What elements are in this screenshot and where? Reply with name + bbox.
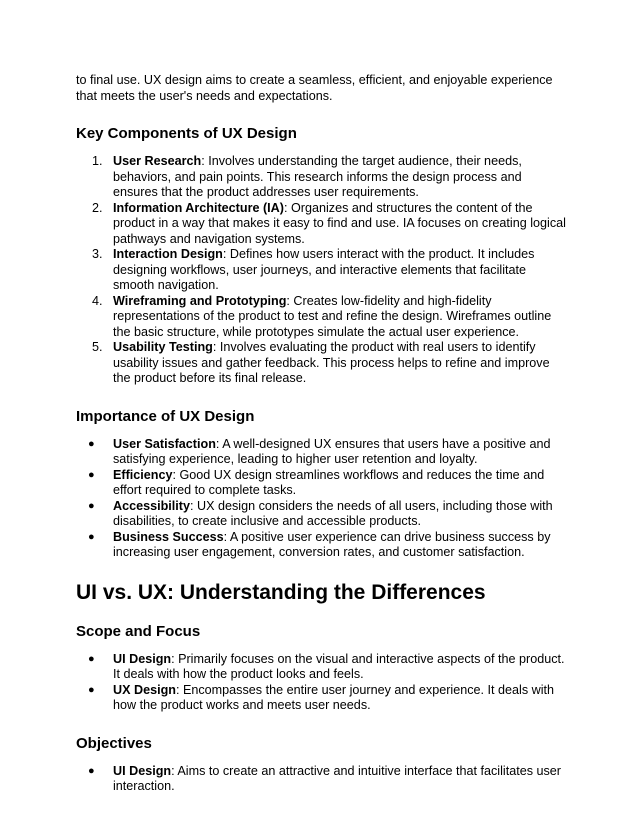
item-title: UI Design [113, 651, 172, 666]
list-item [76, 437, 568, 468]
list-number: 5. [92, 340, 103, 354]
item-text: : Primarily focuses on the visual and interactive aspects of the product. It deals with how the product looks and feels. [113, 651, 565, 681]
item-title: Interaction Design [113, 247, 223, 261]
item-title: Accessibility [113, 498, 191, 513]
item-text: : Good UX design streamlines workflows and reduces the time and effort required to complete tasks. [113, 467, 545, 497]
item-title: Usability Testing [113, 340, 213, 354]
item-text: : Aims to create an attractive and intuitive interface that facilitates user interaction. [113, 763, 561, 793]
item-text: : Involves evaluating the product with real users to identify usability issues and gather feedback. This process helps to refine and improve the product before its final release. [113, 340, 550, 385]
list-item [76, 247, 568, 294]
list-item [76, 468, 568, 499]
list-item [76, 294, 568, 341]
bullet-icon: ● [88, 468, 95, 481]
list-number: 3. [92, 247, 103, 261]
section-heading-importance: Importance of UX Design [76, 407, 255, 425]
item-text: : Involves understanding the target audience, their needs, behaviors, and pain points. This research informs the design process and ensures that the product addresses user requirements. [113, 154, 522, 199]
item-text: : A positive user experience can drive business success by increasing user engagement, conversion rates, and customer satisfaction. [113, 529, 551, 559]
list-item [76, 530, 568, 561]
item-title: Information Architecture (IA) [113, 200, 284, 215]
item-title: Business Success [113, 529, 224, 544]
item-text: : A well-designed UX ensures that users have a positive and satisfying experience, leading to higher user retention and loyalty. [113, 436, 551, 466]
bullet-icon: ● [88, 764, 95, 777]
bullet-icon: ● [88, 437, 95, 450]
bullet-icon: ● [88, 530, 95, 543]
bullet-icon: ● [88, 683, 95, 696]
item-text: : Encompasses the entire user journey and experience. It deals with how the product works and meets user needs. [113, 682, 555, 712]
item-text: : UX design considers the needs of all users, including those with disabilities, to create inclusive and accessible products. [113, 498, 553, 528]
section-heading-key-components: Key Components of UX Design [76, 125, 297, 142]
item-title: Wireframing and Prototyping [113, 293, 287, 308]
list-item [76, 499, 568, 530]
list-item [76, 683, 568, 714]
main-heading: UI vs. UX: Understanding the Differences [76, 580, 486, 604]
item-title: Efficiency [113, 467, 173, 482]
item-text: : Organizes and structures the content of the product in a way that makes it easy to find and use. IA focuses on creating logical pathways and navigation systems. [113, 200, 566, 246]
item-title: User Satisfaction [113, 436, 216, 451]
scope-list [76, 652, 568, 714]
key-components-list [76, 154, 568, 387]
intro-paragraph: to final use. UX design aims to create a seamless, efficient, and enjoyable experience that meets the user's needs and expectations. [76, 73, 553, 103]
list-item [76, 340, 568, 387]
item-title: UI Design [113, 763, 172, 778]
item-title: UX Design [113, 682, 176, 697]
importance-list [76, 437, 568, 561]
list-item [76, 764, 568, 795]
item-text: : Creates low-fidelity and high-fidelity representations of the product to test and refine the design. Wireframes outline the basic structure, while prototypes simulate the actual user experience. [113, 293, 552, 339]
objectives-list [76, 764, 568, 795]
list-item [76, 652, 568, 683]
list-number: 1. [92, 154, 103, 168]
item-title: User Research [113, 154, 202, 168]
list-item [76, 201, 568, 248]
section-heading-objectives: Objectives [76, 734, 152, 752]
list-number: 4. [92, 293, 103, 308]
section-heading-scope: Scope and Focus [76, 622, 201, 640]
list-item [76, 154, 568, 201]
bullet-icon: ● [88, 652, 95, 665]
list-number: 2. [92, 200, 103, 215]
item-text: : Defines how users interact with the product. It includes designing workflows, user journeys, and interactive elements that facilitate smooth navigation. [113, 247, 535, 292]
bullet-icon: ● [88, 499, 95, 512]
